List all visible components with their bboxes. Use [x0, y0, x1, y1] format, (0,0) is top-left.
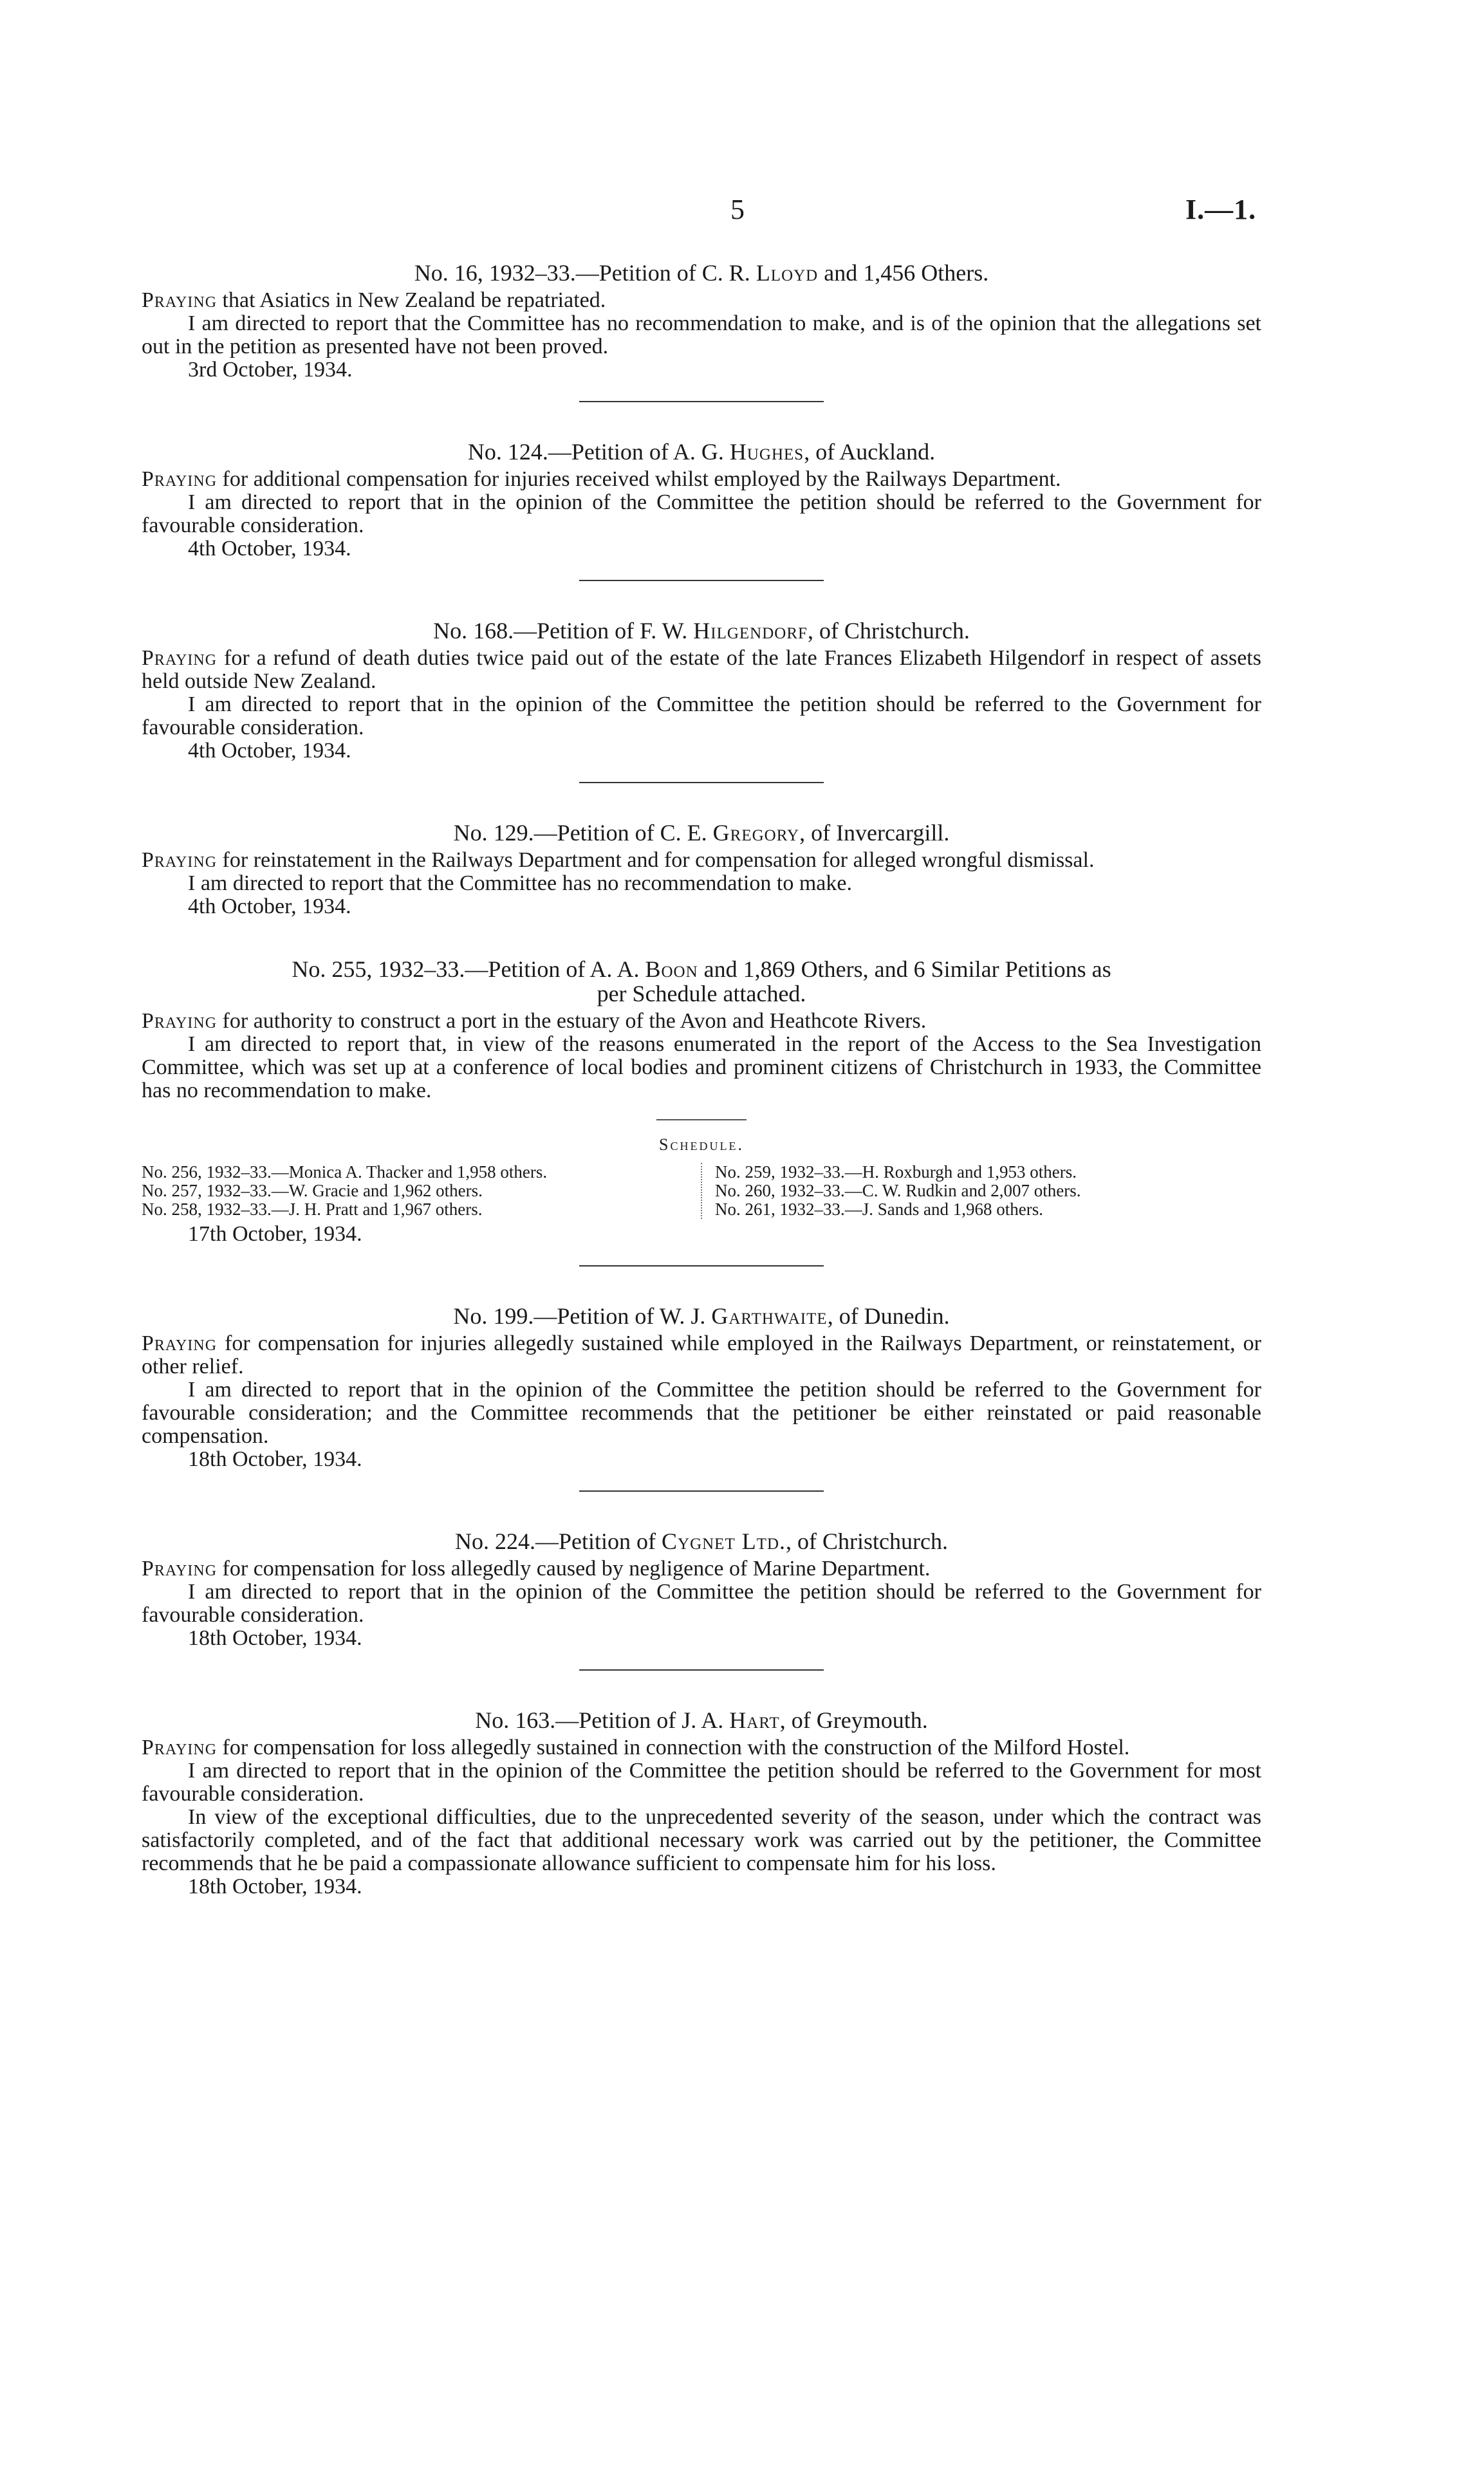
- petition-title: No. 199.—Petition of W. J. Garthwaite, of Dunedin.: [453, 1303, 950, 1329]
- page-number: 5: [730, 194, 745, 225]
- petition-boon: [142, 957, 1261, 1246]
- report-date: 18th October, 1934.: [188, 1626, 362, 1650]
- report-paragraph: I am directed to report that in the opinion of the Committee the petition should be referred to the Government for favourable consideration; and the Committee recommends that the petitioner be either reinstated or paid reasonable compensation.: [142, 1378, 1261, 1448]
- petition-title: No. 255, 1932–33.—Petition of A. A. Boon and 1,869 Others, and 6 Similar Petitions as per Schedule attached.: [292, 956, 1111, 1007]
- petitioner-name: Cygnet Ltd.: [662, 1528, 786, 1554]
- petition-title: No. 124.—Petition of A. G. Hughes, of Auckland.: [467, 439, 936, 465]
- report-paragraph: I am directed to report that, in view of the reasons enumerated in the report of the Access to the Sea Investigation Committee, which was set up at a conference of local bodies and prominent citizens of Christchurch in 1933, the Committee has no recommendation to make.: [142, 1032, 1261, 1102]
- praying-paragraph: Praying for a refund of death duties twice paid out of the estate of the late Frances Elizabeth Hilgendorf in respect of assets held outside New Zealand.: [142, 646, 1261, 693]
- schedule-entry: No. 256, 1932–33.—Monica A. Thacker and 1,958 others.: [142, 1162, 548, 1182]
- petitioner-name: Lloyd: [756, 260, 819, 286]
- petition-hughes: [142, 440, 1261, 561]
- petition-title: No. 16, 1932–33.—Petition of C. R. Lloyd and 1,456 Others.: [414, 260, 989, 286]
- spacer: [142, 918, 1261, 957]
- praying-paragraph: Praying for reinstatement in the Railways Department and for compensation for alleged wrongful dismissal.: [142, 848, 1095, 872]
- report-paragraph: I am directed to report that the Committee has no recommendation to make, and is of the opinion that the allegations set out in the petition as presented have not been proved.: [142, 311, 1261, 358]
- report-paragraph-2: In view of the exceptional difficulties, due to the unprecedented severity of the season, under which the contract was satisfactorily completed, and of the fact that additional necessary work was carried out by the petitioner, the Committee recommends that he be paid a compassionate allowance sufficient to compensate him for his loss.: [142, 1805, 1261, 1875]
- petition-title: No. 129.—Petition of C. E. Gregory, of Invercargill.: [453, 820, 950, 846]
- petitioner-name: Boon: [645, 956, 698, 982]
- report-paragraph: I am directed to report that the Committee has no recommendation to make.: [188, 871, 852, 895]
- praying-paragraph: Praying for compensation for loss allegedly caused by negligence of Marine Department.: [142, 1557, 931, 1581]
- schedule-entry: No. 261, 1932–33.—J. Sands and 1,968 others.: [715, 1200, 1043, 1219]
- report-paragraph: I am directed to report that in the opinion of the Committee the petition should be referred to the Government for favourable consideration.: [142, 692, 1261, 739]
- schedule-entry: No. 258, 1932–33.—J. H. Pratt and 1,967 others.: [142, 1200, 483, 1219]
- section-divider: [579, 580, 824, 581]
- praying-paragraph: Praying for authority to construct a port in the estuary of the Avon and Heathcote Rivers.: [142, 1009, 927, 1033]
- report-date: 4th October, 1934.: [188, 537, 351, 561]
- petition-title: No. 224.—Petition of Cygnet Ltd., of Christchurch.: [455, 1528, 948, 1554]
- report-paragraph: I am directed to report that in the opinion of the Committee the petition should be referred to the Government for favourable consideration.: [142, 1580, 1261, 1627]
- report-date: 3rd October, 1934.: [188, 358, 353, 382]
- report-date: 18th October, 1934.: [188, 1875, 362, 1898]
- petitioner-name: Hart: [729, 1707, 780, 1733]
- petition-title: No. 168.—Petition of F. W. Hilgendorf, of Christchurch.: [433, 618, 970, 644]
- petition-cygnet: [142, 1529, 1261, 1650]
- section-divider: [579, 1490, 824, 1492]
- petitioner-name: Hughes: [729, 439, 804, 465]
- praying-paragraph: Praying for additional compensation for injuries received whilst employed by the Railways Department.: [142, 467, 1061, 491]
- page-header: [0, 193, 1484, 238]
- schedule-heading: Schedule.: [659, 1135, 744, 1154]
- report-paragraph: I am directed to report that in the opinion of the Committee the petition should be referred to the Government for favourable consideration.: [142, 490, 1261, 537]
- petitioner-name: Garthwaite: [711, 1303, 828, 1329]
- schedule-divider: [656, 1119, 747, 1120]
- report-date: 4th October, 1934.: [188, 895, 351, 918]
- report-date: 18th October, 1934.: [188, 1447, 362, 1471]
- section-divider: [579, 1265, 824, 1266]
- report-paragraph: I am directed to report that in the opinion of the Committee the petition should be referred to the Government for most favourable consideration.: [142, 1759, 1261, 1806]
- report-date: 17th October, 1934.: [188, 1222, 362, 1246]
- document-body: [142, 261, 1261, 1898]
- schedule-entry: No. 259, 1932–33.—H. Roxburgh and 1,953 others.: [715, 1162, 1077, 1182]
- schedule-column-left: [142, 1163, 702, 1219]
- schedule-table: [142, 1163, 1261, 1219]
- petition-garthwaite: [142, 1304, 1261, 1471]
- section-divider: [579, 1669, 824, 1671]
- section-divider: [579, 782, 824, 783]
- report-date: 4th October, 1934.: [188, 739, 351, 763]
- petition-gregory: [142, 821, 1261, 918]
- schedule-column-right: [702, 1163, 1261, 1219]
- praying-paragraph: Praying that Asiatics in New Zealand be repatriated.: [142, 288, 606, 312]
- petitioner-name: Gregory: [712, 820, 800, 846]
- petition-hilgendorf: [142, 618, 1261, 763]
- schedule-entry: No. 257, 1932–33.—W. Gracie and 1,962 others.: [142, 1181, 483, 1200]
- praying-paragraph: Praying for compensation for loss allegedly sustained in connection with the construction of the Milford Hostel.: [142, 1736, 1130, 1759]
- petition-hart: [142, 1708, 1261, 1898]
- petition-title: No. 163.—Petition of J. A. Hart, of Greymouth.: [475, 1707, 928, 1733]
- paper-reference: I.—1.: [1185, 194, 1257, 225]
- schedule-entry: No. 260, 1932–33.—C. W. Rudkin and 2,007 others.: [715, 1181, 1081, 1200]
- petitioner-name: Hilgendorf: [693, 618, 808, 644]
- section-divider: [579, 401, 824, 402]
- praying-paragraph: Praying for compensation for injuries allegedly sustained while employed in the Railways Department, or reinstatement, or other relief.: [142, 1331, 1261, 1378]
- petition-lloyd: [142, 261, 1261, 382]
